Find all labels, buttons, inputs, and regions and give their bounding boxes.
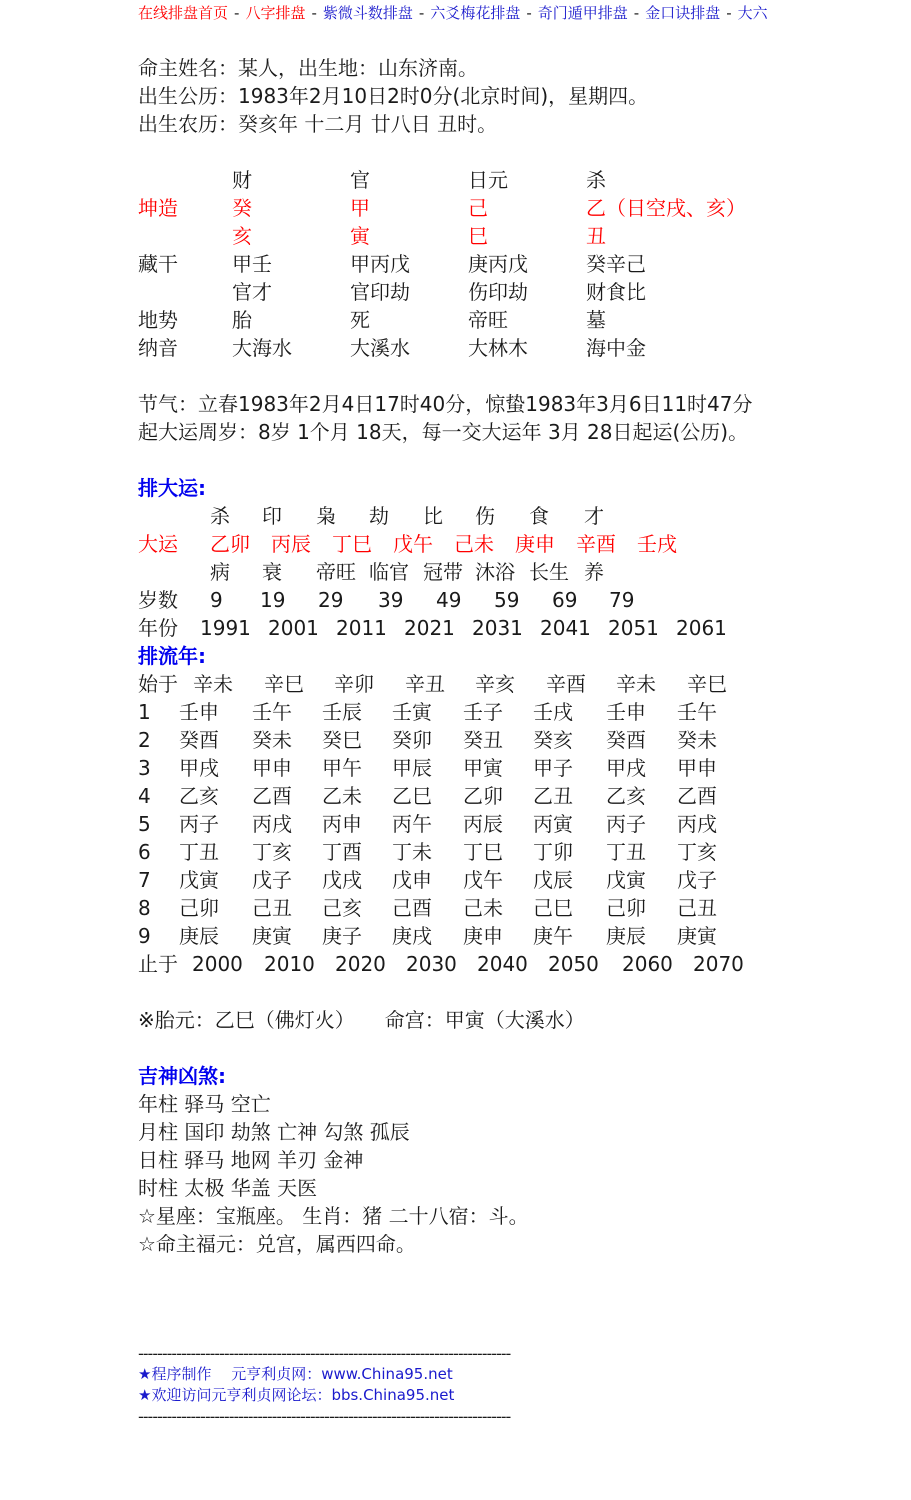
taiyuan-minggong: ※胎元：乙巳（佛灯火） 命宫：甲寅（大溪水）: [138, 1008, 585, 1032]
dayun-state: 长生: [529, 560, 569, 584]
liunian-cell: 庚申: [463, 924, 503, 948]
pillar-branch: 寅: [350, 224, 370, 248]
hidden-god: 官印劫: [350, 280, 410, 304]
dayun-god: 杀: [210, 504, 230, 528]
liunian-cell: 丁亥: [677, 840, 717, 864]
dayun-pillar: 壬戌: [637, 532, 677, 556]
pillar-stem: 癸: [232, 196, 252, 220]
pillars-branches-row: [138, 222, 753, 250]
liunian-cell: 戊午: [463, 868, 503, 892]
liunian-cell: 丁亥: [252, 840, 292, 864]
nav-link-daliuren[interactable]: 大六: [737, 4, 768, 22]
liunian-cell: 壬申: [606, 700, 646, 724]
dayun-state: 病: [210, 560, 230, 584]
liunian-cell: 丙戌: [252, 812, 292, 836]
nav-separator: -: [418, 4, 425, 22]
liunian-cell: 乙酉: [252, 784, 292, 808]
dayun-age: 49: [436, 588, 462, 612]
liunian-cell: 戊寅: [179, 868, 219, 892]
liunian-end-year: 2070: [693, 952, 744, 976]
liunian-cell: 戊申: [392, 868, 432, 892]
shensha-year: 年柱 驿马 空亡: [138, 1092, 271, 1116]
row-number: 1: [138, 700, 151, 724]
dayun-year: 2021: [404, 616, 455, 640]
liunian-cell: 乙丑: [533, 784, 573, 808]
dayun-year: 2061: [676, 616, 727, 640]
liunian-cell: 乙未: [322, 784, 362, 808]
liunian-cell: 庚辰: [606, 924, 646, 948]
hidden-stem: 癸辛己: [586, 252, 646, 276]
dayun-age: 39: [378, 588, 404, 612]
nav-separator: -: [526, 4, 532, 22]
liunian-cell: 乙巳: [392, 784, 432, 808]
hidden-god: 官才: [232, 280, 272, 304]
row-label: 大运: [138, 532, 178, 556]
liunian-row: [138, 782, 753, 810]
dayun-state: 沐浴: [475, 560, 515, 584]
liunian-end-row: [138, 950, 753, 978]
dishi-cell: 死: [350, 308, 370, 332]
liunian-cell: 丁丑: [606, 840, 646, 864]
row-number: 3: [138, 756, 151, 780]
liunian-cell: 甲寅: [463, 756, 503, 780]
info-lunar-birth: 出生农历：癸亥年 十二月 廿八日 丑时。: [138, 112, 498, 136]
liunian-cell: 癸亥: [533, 728, 573, 752]
liunian-cell: 丁巳: [463, 840, 503, 864]
liunian-cell: 丁酉: [322, 840, 362, 864]
shensha-heading: 吉神凶煞:: [138, 1064, 226, 1088]
row-label: 纳音: [138, 336, 178, 360]
row-number: 8: [138, 896, 151, 920]
dishi-cell: 胎: [232, 308, 252, 332]
liunian-end-year: 2010: [264, 952, 315, 976]
liunian-cell: 丙午: [392, 812, 432, 836]
liunian-cell: 丁未: [392, 840, 432, 864]
liunian-start-cell: 辛丑: [405, 672, 445, 696]
liunian-cell: 壬申: [179, 700, 219, 724]
liunian-cell: 戊寅: [606, 868, 646, 892]
nav-link-liuyao[interactable]: 六爻梅花排盘: [430, 4, 521, 22]
dayun-pillar: 己未: [454, 532, 494, 556]
dayun-pillars-row: [138, 530, 753, 558]
liunian-cell: 甲午: [322, 756, 362, 780]
nav-separator: -: [633, 4, 640, 22]
dishi-cell: 墓: [586, 308, 606, 332]
info-solar-birth: 出生公历：1983年2月10日2时0分(北京时间)，星期四。: [138, 84, 649, 108]
pillar-branch: 丑: [586, 224, 606, 248]
dayun-god: 枭: [316, 504, 336, 528]
liunian-cell: 己亥: [322, 896, 362, 920]
liunian-start-row: [138, 670, 753, 698]
liunian-start-cell: 辛巳: [264, 672, 304, 696]
liunian-cell: 壬子: [463, 700, 503, 724]
pillar-god: 官: [350, 168, 370, 192]
dayun-year: 2051: [608, 616, 659, 640]
liunian-cell: 癸卯: [392, 728, 432, 752]
liunian-cell: 己巳: [533, 896, 573, 920]
liunian-cell: 戊戌: [322, 868, 362, 892]
liunian-cell: 丙戌: [677, 812, 717, 836]
pillars-hidden-gods-row: [138, 278, 753, 306]
liunian-end-year: 2000: [192, 952, 243, 976]
liunian-cell: 丙子: [606, 812, 646, 836]
divider: ------------------------------------------------------------------------------: [138, 1407, 511, 1426]
dayun-age: 59: [494, 588, 520, 612]
dayun-god: 食: [529, 504, 549, 528]
liunian-cell: 庚戌: [392, 924, 432, 948]
dayun-god: 劫: [369, 504, 389, 528]
liunian-end-year: 2050: [548, 952, 599, 976]
hidden-god: 财食比: [586, 280, 646, 304]
divider: ------------------------------------------------------------------------------: [138, 1344, 511, 1363]
liunian-cell: 己卯: [179, 896, 219, 920]
nav-link-home[interactable]: 在线排盘首页: [138, 4, 229, 22]
hidden-stem: 甲壬: [232, 252, 272, 276]
liunian-row: [138, 754, 753, 782]
pillar-god: 杀: [586, 168, 606, 192]
dayun-state: 帝旺: [316, 560, 356, 584]
dayun-pillar: 辛酉: [576, 532, 616, 556]
liunian-cell: 甲申: [252, 756, 292, 780]
liunian-cell: 乙亥: [179, 784, 219, 808]
zodiac-line: ☆星座：宝瓶座。 生肖：猪 二十八宿：斗。: [138, 1204, 529, 1228]
forum-link-text[interactable]: ★欢迎访问元亨利贞网论坛：bbs.China95.net: [138, 1386, 455, 1404]
liunian-start-cell: 辛未: [193, 672, 233, 696]
liunian-cell: 己酉: [392, 896, 432, 920]
nayin-cell: 大林木: [468, 336, 528, 360]
dayun-state: 冠带: [423, 560, 463, 584]
info-name-place: 命主姓名：某人，出生地：山东济南。: [138, 56, 478, 80]
liunian-cell: 癸巳: [322, 728, 362, 752]
pillar-god: 日元: [468, 168, 508, 192]
dayun-pillar: 庚申: [515, 532, 555, 556]
row-number: 6: [138, 840, 151, 864]
dayun-age: 19: [260, 588, 286, 612]
dishi-cell: 帝旺: [468, 308, 508, 332]
liunian-row: [138, 894, 753, 922]
liunian-cell: 甲戌: [179, 756, 219, 780]
qiyun-line: 起大运周岁：8岁 1个月 18天，每一交大运年 3月 28日起运(公历)。: [138, 420, 749, 444]
liunian-cell: 癸酉: [606, 728, 646, 752]
liunian-row: [138, 838, 753, 866]
dayun-age: 79: [609, 588, 635, 612]
dayun-gods-row: [138, 502, 753, 530]
pillar-branch: 巳: [468, 224, 488, 248]
liunian-cell: 壬寅: [392, 700, 432, 724]
liunian-end-year: 2060: [622, 952, 673, 976]
top-nav: [138, 3, 768, 23]
liunian-cell: 甲辰: [392, 756, 432, 780]
nav-link-qimen[interactable]: 奇门遁甲排盘: [537, 4, 628, 22]
dayun-state: 临官: [369, 560, 409, 584]
liunian-cell: 庚寅: [677, 924, 717, 948]
liunian-cell: 戊子: [252, 868, 292, 892]
shensha-month: 月柱 国印 劫煞 亡神 勾煞 孤辰: [138, 1120, 410, 1144]
jieqi-line: 节气：立春1983年2月4日17时40分，惊蛰1983年3月6日11时47分: [138, 392, 753, 416]
liunian-cell: 己未: [463, 896, 503, 920]
liunian-start-cell: 辛巳: [687, 672, 727, 696]
dayun-god: 才: [584, 504, 604, 528]
liunian-cell: 壬午: [252, 700, 292, 724]
row-label: 始于: [138, 672, 178, 696]
gender-label: 坤造: [138, 196, 178, 220]
liunian-cell: 壬辰: [322, 700, 362, 724]
liunian-cell: 庚午: [533, 924, 573, 948]
hidden-stem: 庚丙戊: [468, 252, 528, 276]
nav-link-ziwei[interactable]: 紫微斗数排盘: [322, 4, 413, 22]
pillar-branch: 亥: [232, 224, 252, 248]
liunian-cell: 丁丑: [179, 840, 219, 864]
row-label: 藏干: [138, 252, 178, 276]
dayun-age: 29: [318, 588, 344, 612]
pillar-stem: 乙（日空戌、亥）: [586, 196, 746, 220]
hidden-stem: 甲丙戊: [350, 252, 410, 276]
credit-link[interactable]: [138, 1364, 770, 1385]
liunian-cell: 丙辰: [463, 812, 503, 836]
footer: [138, 1343, 770, 1427]
liunian-cell: 甲戌: [606, 756, 646, 780]
liunian-cell: 乙酉: [677, 784, 717, 808]
hidden-god: 伤印劫: [468, 280, 528, 304]
dayun-states-row: [138, 558, 753, 586]
liunian-cell: 庚辰: [179, 924, 219, 948]
nav-link-bazi[interactable]: 八字排盘: [245, 4, 306, 22]
liunian-start-cell: 辛酉: [546, 672, 586, 696]
liunian-rows: [138, 698, 753, 950]
nav-separator: -: [726, 4, 732, 22]
liunian-row: [138, 810, 753, 838]
liunian-cell: 丙子: [179, 812, 219, 836]
shensha-day: 日柱 驿马 地网 羊刃 金神: [138, 1148, 364, 1172]
row-number: 7: [138, 868, 151, 892]
dayun-god: 伤: [475, 504, 495, 528]
row-number: 4: [138, 784, 151, 808]
dayun-god: 比: [423, 504, 443, 528]
dayun-pillar: 丙辰: [271, 532, 311, 556]
pillar-god: 财: [232, 168, 252, 192]
shensha-hour: 时柱 太极 华盖 天医: [138, 1176, 318, 1200]
nayin-cell: 海中金: [586, 336, 646, 360]
liunian-cell: 甲子: [533, 756, 573, 780]
dayun-ages-row: [138, 586, 753, 614]
liunian-heading: 排流年:: [138, 644, 206, 668]
pillar-stem: 己: [468, 196, 488, 220]
row-number: 5: [138, 812, 151, 836]
dayun-year: 2041: [540, 616, 591, 640]
liunian-cell: 戊子: [677, 868, 717, 892]
liunian-end-year: 2030: [406, 952, 457, 976]
nayin-cell: 大溪水: [350, 336, 410, 360]
nav-separator: -: [234, 4, 240, 22]
liunian-cell: 癸未: [677, 728, 717, 752]
liunian-cell: 壬戌: [533, 700, 573, 724]
dayun-state: 养: [584, 560, 604, 584]
liunian-row: [138, 698, 753, 726]
dayun-age: 69: [552, 588, 578, 612]
liunian-end-year: 2020: [335, 952, 386, 976]
dayun-pillar: 戊午: [393, 532, 433, 556]
liunian-cell: 己丑: [677, 896, 717, 920]
row-label: 岁数: [138, 588, 178, 612]
row-label: 止于: [138, 952, 178, 976]
liunian-row: [138, 922, 753, 950]
pillars-ten-gods-row: [138, 166, 753, 194]
row-label: 地势: [138, 308, 178, 332]
pillars-dishi-row: [138, 306, 753, 334]
dayun-year: 1991: [200, 616, 251, 640]
liunian-cell: 癸未: [252, 728, 292, 752]
row-number: 9: [138, 924, 151, 948]
liunian-cell: 丙申: [322, 812, 362, 836]
row-label: 年份: [138, 616, 178, 640]
dayun-heading: 排大运:: [138, 476, 206, 500]
liunian-start-cell: 辛亥: [475, 672, 515, 696]
liunian-start-cell: 辛卯: [334, 672, 374, 696]
dayun-state: 衰: [262, 560, 282, 584]
liunian-cell: 丙寅: [533, 812, 573, 836]
liunian-row: [138, 726, 753, 754]
dayun-year: 2001: [268, 616, 319, 640]
dayun-years-row: [138, 614, 753, 642]
nav-separator: -: [311, 4, 317, 22]
liunian-cell: 癸丑: [463, 728, 503, 752]
liunian-cell: 庚子: [322, 924, 362, 948]
dayun-year: 2031: [472, 616, 523, 640]
liunian-cell: 乙卯: [463, 784, 503, 808]
fuyuan-line: ☆命主福元：兑宫，属西四命。: [138, 1232, 416, 1256]
row-number: 2: [138, 728, 151, 752]
dayun-god: 印: [262, 504, 282, 528]
liunian-cell: 乙亥: [606, 784, 646, 808]
pillars-nayin-row: [138, 334, 753, 362]
liunian-cell: 己丑: [252, 896, 292, 920]
nav-link-jinkoujue[interactable]: 金口诀排盘: [645, 4, 721, 22]
forum-link[interactable]: [138, 1385, 770, 1406]
nayin-cell: 大海水: [232, 336, 292, 360]
liunian-row: [138, 866, 753, 894]
liunian-cell: 庚寅: [252, 924, 292, 948]
liunian-cell: 甲申: [677, 756, 717, 780]
liunian-start-cell: 辛未: [616, 672, 656, 696]
liunian-cell: 壬午: [677, 700, 717, 724]
liunian-end-year: 2040: [477, 952, 528, 976]
liunian-cell: 癸酉: [179, 728, 219, 752]
liunian-cell: 丁卯: [533, 840, 573, 864]
pillars-hidden-stems-row: [138, 250, 753, 278]
credit-link-text[interactable]: ★程序制作 元亨利贞网：www.China95.net: [138, 1365, 453, 1383]
liunian-cell: 戊辰: [533, 868, 573, 892]
pillar-stem: 甲: [350, 196, 370, 220]
dayun-pillar: 乙卯: [210, 532, 250, 556]
dayun-year: 2011: [336, 616, 387, 640]
dayun-pillar: 丁巳: [332, 532, 372, 556]
liunian-cell: 己卯: [606, 896, 646, 920]
chart-report: [138, 54, 753, 1258]
dayun-age: 9: [210, 588, 223, 612]
pillars-stems-row: [138, 194, 753, 222]
